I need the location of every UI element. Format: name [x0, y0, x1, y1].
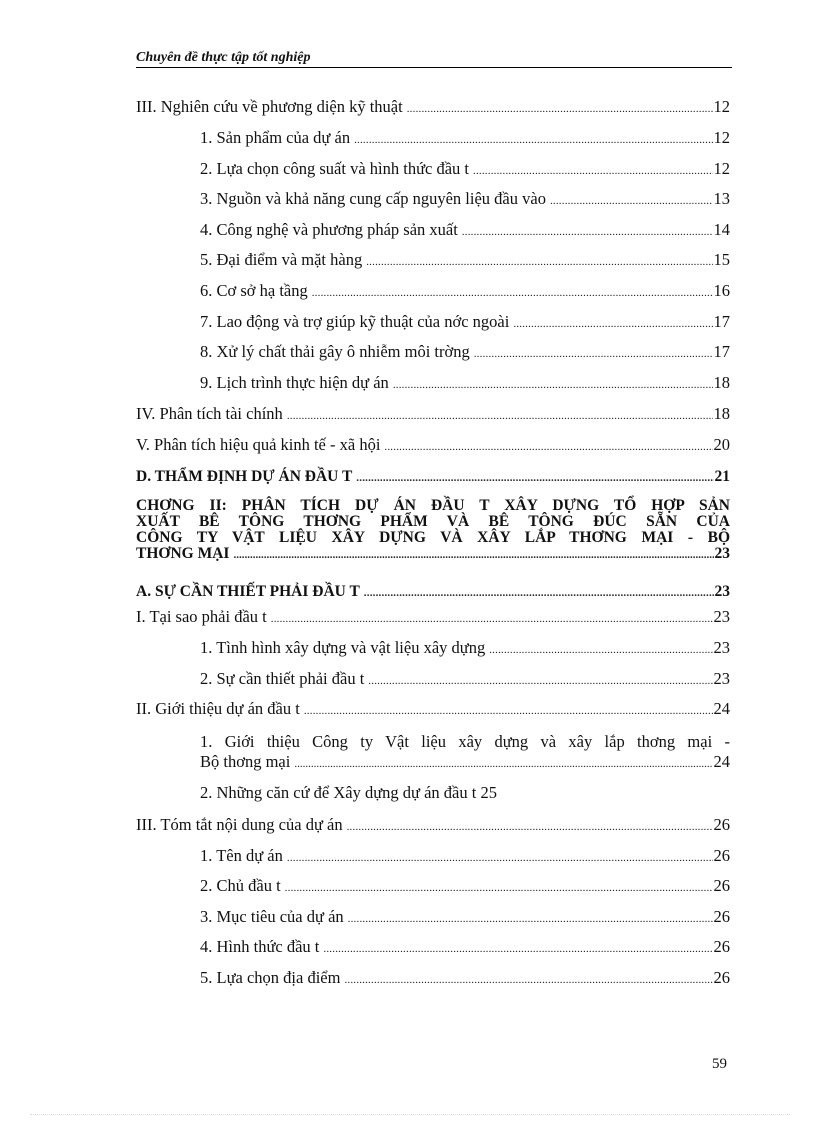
dot-leader: [364, 582, 714, 604]
toc-entry-text: 2. Lựa chọn công suất và hình thức đầu t: [200, 159, 469, 178]
toc-page-number: 12: [713, 97, 730, 116]
dot-leader: [287, 405, 713, 427]
toc-page-number: 26: [713, 876, 730, 895]
dot-leader: [304, 700, 713, 722]
dot-leader: [354, 129, 712, 151]
toc-entry[interactable]: [136, 434, 730, 458]
toc-entry[interactable]: [136, 814, 730, 838]
toc-entry-text: 5. Đại điểm và mặt hàng: [200, 250, 363, 269]
toc-entry-text: 1. Tên dự án: [200, 846, 283, 865]
toc-entry-text: 2. Sự cần thiết phải đầu t: [200, 669, 365, 688]
toc-entry-text: V. Phân tích hiệu quả kinh tế - xã hội: [136, 435, 381, 454]
page-bottom-border: [30, 1114, 790, 1116]
toc-entry-multiline[interactable]: [200, 732, 730, 774]
toc-page-number: 23: [714, 583, 730, 600]
toc-page-number: 13: [713, 189, 730, 208]
toc-page-number: 26: [713, 968, 730, 987]
toc-page-number: 26: [713, 846, 730, 865]
toc-entry[interactable]: [136, 581, 730, 604]
toc-entry-line: 1. Giới thiệu Công ty Vật liệu xây dựng và xây lắp thơng mại -: [200, 732, 730, 751]
toc-entry-line: XUẤT BÊ TÔNG THƠNG PHẨM VÀ BÊ TÔNG ĐÚC SẴN CỦA: [136, 513, 730, 530]
toc-entry-line: CÔNG TY VẬT LIỆU XÂY DỰNG VÀ XÂY LẮP THƠNG MẠI - BỘ: [136, 529, 730, 546]
toc-entry-text: 1. Sản phẩm của dự án: [200, 128, 351, 147]
toc-entry-text: 9. Lịch trình thực hiện dự án: [200, 373, 389, 392]
toc-entry[interactable]: [200, 875, 730, 899]
dot-leader: [312, 282, 713, 304]
dot-leader: [384, 436, 712, 458]
toc-entry[interactable]: [200, 127, 730, 151]
toc-entry-text: 2. Chủ đầu t: [200, 876, 281, 895]
toc-entry-text: D. THẨM ĐỊNH DỰ ÁN ĐẦU T: [136, 468, 353, 485]
toc-page-number: 14: [713, 220, 730, 239]
dot-leader: [347, 816, 713, 838]
toc-entry-text: THƠNG MẠI: [136, 545, 230, 562]
toc-entry[interactable]: [136, 466, 730, 489]
toc-page-number: 18: [713, 373, 730, 392]
toc-entry[interactable]: [136, 606, 730, 630]
toc-entry[interactable]: [200, 845, 730, 869]
toc-entry-multiline[interactable]: [136, 498, 730, 563]
toc-page-number: 18: [713, 404, 730, 423]
dot-leader: [287, 847, 713, 869]
toc-page-number: 12: [713, 128, 730, 147]
toc-entry[interactable]: [200, 158, 730, 182]
toc-page-number: 24: [713, 752, 730, 771]
dot-leader: [323, 938, 712, 960]
toc-page-number: 26: [713, 937, 730, 956]
toc-entry[interactable]: [200, 341, 730, 365]
toc-entry-text: Bộ thơng mại: [200, 752, 291, 771]
toc-page-number: 15: [713, 250, 730, 269]
dot-leader: [285, 877, 713, 899]
toc-page-number: 17: [713, 342, 730, 361]
toc-entry[interactable]: [200, 188, 730, 212]
dot-leader: [489, 639, 712, 661]
toc-entry[interactable]: [136, 403, 730, 427]
dot-leader: [356, 467, 713, 489]
toc-entry-last-line: [136, 546, 730, 563]
dot-leader: [366, 251, 712, 273]
toc-page-number: 24: [713, 699, 730, 718]
toc-entry[interactable]: [200, 637, 730, 661]
running-header: [136, 50, 732, 68]
header-title: Chuyên đề thực tập tốt nghiệp: [136, 50, 311, 65]
dot-leader: [513, 313, 712, 335]
toc-entry-text: 7. Lao động và trợ giúp kỹ thuật của nớc ngoài: [200, 312, 510, 331]
toc-entry[interactable]: [200, 280, 730, 304]
toc-entry[interactable]: [200, 249, 730, 273]
toc-entry[interactable]: [200, 372, 730, 396]
toc-entry[interactable]: [200, 668, 730, 692]
dot-leader: [462, 221, 713, 243]
toc-entry-text: III. Tóm tắt nội dung của dự án: [136, 815, 343, 834]
toc-page-number: 23: [714, 545, 730, 562]
toc-entry-text: 3. Mục tiêu của dự án: [200, 907, 344, 926]
dot-leader: [348, 908, 713, 930]
toc-page-number: 23: [713, 638, 730, 657]
toc-page-number: 17: [713, 312, 730, 331]
dot-leader: [271, 608, 713, 630]
toc-entry-last-line: [200, 752, 730, 774]
dot-leader: [344, 969, 712, 991]
toc-entry[interactable]: [200, 219, 730, 243]
toc-page-number: 23: [713, 607, 730, 626]
toc-entry-line: CHƠNG II: PHÂN TÍCH DỰ ÁN ĐẦU T XÂY DỰNG TỔ HỢP SẢN: [136, 497, 730, 514]
toc-page-number: 21: [714, 468, 730, 485]
toc-page-number: 26: [713, 907, 730, 926]
toc-entry-text: 2. Những căn cứ để Xây dựng dự án đầu t 25: [200, 783, 497, 802]
dot-leader: [473, 160, 713, 182]
toc-entry-text: 6. Cơ sở hạ tầng: [200, 281, 308, 300]
toc-page-number: 12: [713, 159, 730, 178]
toc-entry-text: 5. Lựa chọn địa điểm: [200, 968, 341, 987]
dot-leader: [294, 754, 712, 774]
toc-entry-text: A. SỰ CẦN THIẾT PHẢI ĐẦU T: [136, 583, 360, 600]
toc-entry-text: 8. Xử lý chất thải gây ô nhiễm môi trờng: [200, 342, 470, 361]
toc-entry-text: 1. Tình hình xây dựng và vật liệu xây dựng: [200, 638, 486, 657]
toc-entry-text: I. Tại sao phải đầu t: [136, 607, 267, 626]
toc-entry-text: 4. Công nghệ và phương pháp sản xuất: [200, 220, 458, 239]
toc-entry-text: 4. Hình thức đầu t: [200, 937, 320, 956]
toc-entry[interactable]: [200, 782, 497, 804]
toc-page-number: 20: [713, 435, 730, 454]
dot-leader: [393, 374, 713, 396]
toc-page-number: 23: [713, 669, 730, 688]
toc-entry[interactable]: [200, 936, 730, 960]
toc-entry[interactable]: [136, 698, 730, 722]
dot-leader: [407, 98, 713, 120]
toc-entry-text: III. Nghiên cứu về phương diện kỹ thuật: [136, 97, 403, 116]
toc-entry[interactable]: [200, 967, 730, 991]
dot-leader: [474, 343, 713, 365]
toc-entry-text: II. Giới thiệu dự án đầu t: [136, 699, 300, 718]
toc-entry[interactable]: [200, 906, 730, 930]
toc-entry-text: IV. Phân tích tài chính: [136, 404, 283, 423]
toc-entry[interactable]: [136, 96, 730, 120]
dot-leader: [550, 190, 713, 212]
toc-entry[interactable]: [200, 311, 730, 335]
dot-leader: [233, 547, 713, 563]
toc-page-number: 16: [713, 281, 730, 300]
toc-entry-text: 3. Nguồn và khả năng cung cấp nguyên liệu đầu vào: [200, 189, 546, 208]
toc-page-number: 26: [713, 815, 730, 834]
page-number: 59: [712, 1056, 727, 1072]
dot-leader: [368, 670, 712, 692]
